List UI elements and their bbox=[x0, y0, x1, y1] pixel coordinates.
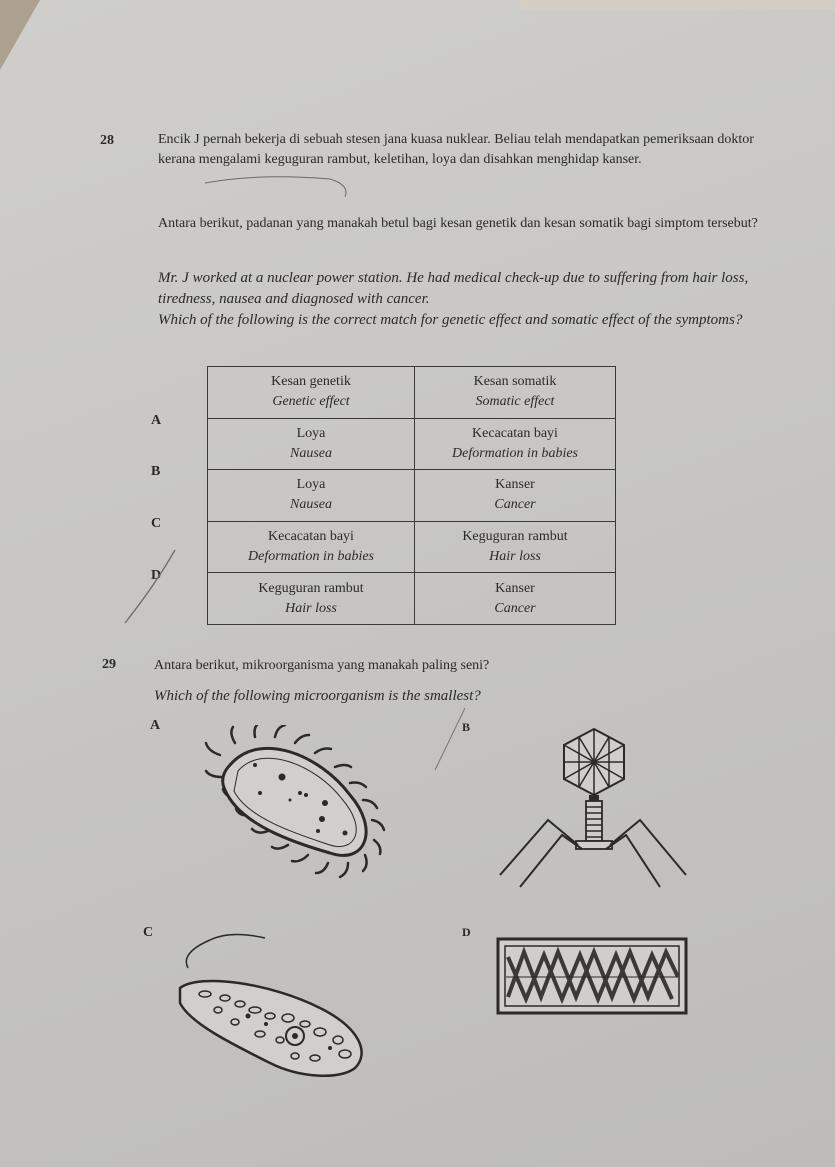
row-b-somatic: Kanser Cancer bbox=[415, 470, 616, 522]
table-row-d[interactable] bbox=[208, 573, 616, 625]
question-28-english-text: Mr. J worked at a nuclear power station. He had medical check-up due to suffering from hair loss, tiredness, nausea and diagnosed with cancer. bbox=[158, 270, 749, 307]
row-d-genetic: Keguguran rambut Hair loss bbox=[208, 573, 415, 625]
q28-option-d-label[interactable]: D bbox=[151, 568, 162, 583]
table-row-a[interactable] bbox=[208, 418, 616, 470]
question-28-malay-text: Encik J pernah bekerja di sebuah stesen jana kuasa nuklear. Beliau telah mendapatkan pemeriksaan doktor kerana mengalami keguguran rambut, keletihan, loya dan disahkan menghidap kanser. bbox=[158, 132, 754, 167]
table-row-c[interactable] bbox=[208, 521, 616, 573]
row-b-genetic: Loya Nausea bbox=[208, 470, 415, 522]
header-somatic-effect: Kesan somatik Somatic effect bbox=[415, 367, 616, 419]
fungal-hyphae-icon[interactable] bbox=[496, 937, 688, 1015]
question-29-number: 29 bbox=[102, 657, 116, 672]
paramecium-icon[interactable] bbox=[170, 928, 400, 1083]
header-genetic-effect: Kesan genetik Genetic effect bbox=[208, 367, 415, 419]
pencil-bracket-mark bbox=[200, 175, 360, 205]
q28-option-b-label[interactable]: B bbox=[151, 464, 161, 479]
bacteriophage-icon[interactable] bbox=[490, 725, 690, 890]
question-29-english-question: Which of the following microorganism is the smallest? bbox=[154, 688, 481, 704]
q29-option-b-label[interactable]: B bbox=[462, 720, 471, 734]
bacterium-icon[interactable] bbox=[200, 725, 400, 880]
answer-table bbox=[207, 366, 616, 625]
row-c-somatic: Keguguran rambut Hair loss bbox=[415, 521, 616, 573]
q28-option-a-label[interactable]: A bbox=[151, 413, 162, 428]
row-c-genetic: Kecacatan bayi Deformation in babies bbox=[208, 521, 415, 573]
row-a-genetic: Loya Nausea bbox=[208, 418, 415, 470]
question-28-english-question: Which of the following is the correct match for genetic effect and somatic effect of the symptoms? bbox=[158, 312, 743, 328]
page-edge bbox=[520, 0, 835, 10]
table-row-b[interactable] bbox=[208, 470, 616, 522]
table-header-row bbox=[208, 367, 616, 419]
q28-option-c-label[interactable]: C bbox=[151, 516, 162, 531]
question-28-malay-question: Antara berikut, padanan yang manakah betul bagi kesan genetik dan kesan somatik bagi simptom tersebut? bbox=[158, 216, 758, 231]
pencil-mark bbox=[120, 545, 180, 630]
row-a-somatic: Kecacatan bayi Deformation in babies bbox=[415, 418, 616, 470]
question-28-number: 28 bbox=[100, 133, 114, 148]
q29-option-d-label[interactable]: D bbox=[462, 925, 471, 939]
pencil-mark bbox=[430, 705, 470, 775]
table-corner bbox=[0, 0, 40, 70]
question-29-malay-question: Antara berikut, mikroorganisma yang manakah paling seni? bbox=[154, 658, 490, 673]
row-d-somatic: Kanser Cancer bbox=[415, 573, 616, 625]
q29-option-c-label[interactable]: C bbox=[143, 925, 154, 940]
q29-option-a-label[interactable]: A bbox=[150, 718, 161, 733]
